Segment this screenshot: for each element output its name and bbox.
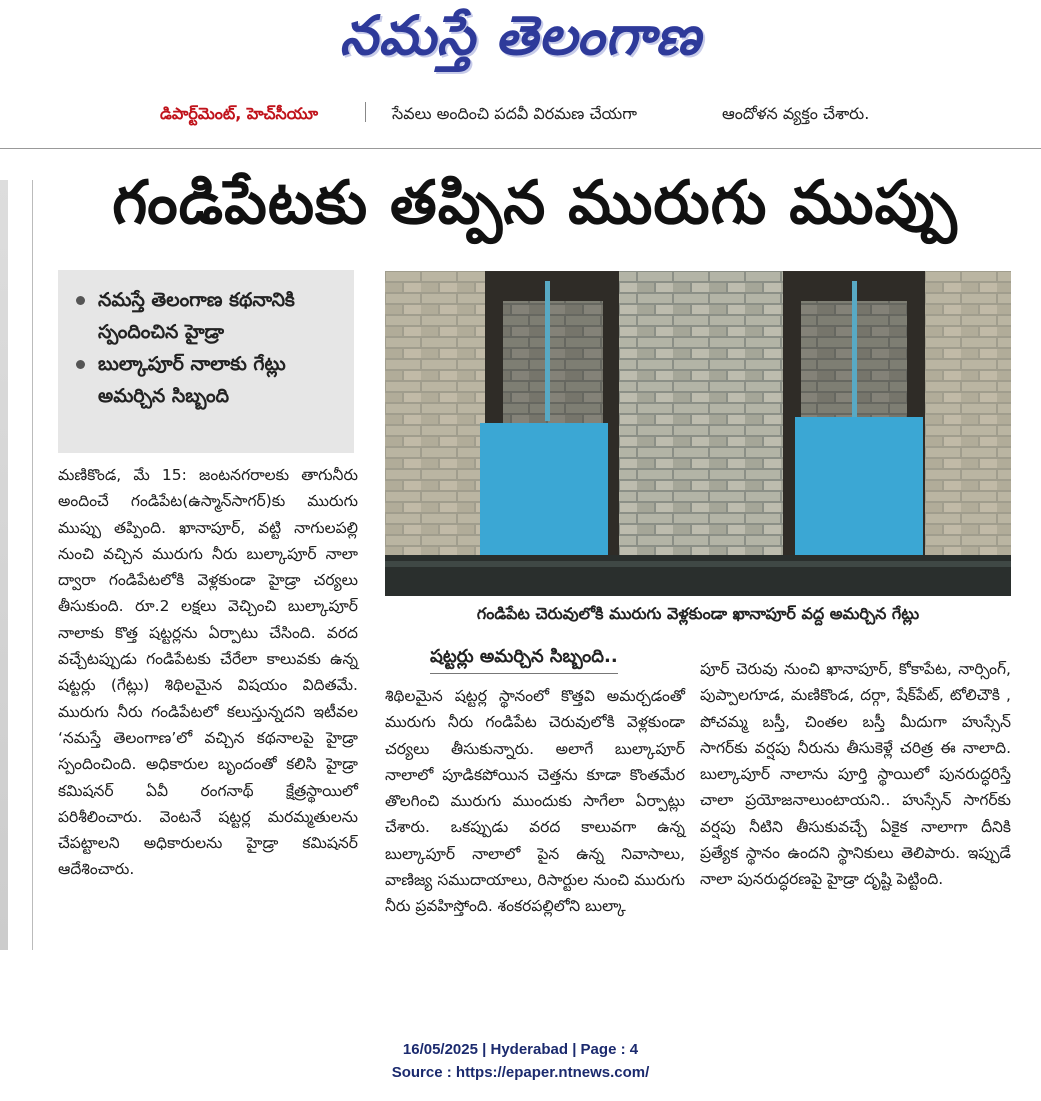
strip-right-text: ఆందోళన వ్యక్తం చేశారు. <box>722 104 870 123</box>
photo-caption: గండిపేట చెరువులోకి మురుగు వెళ్లకుండా ఖానాపూర్ వద్ద అమర్చిన గేట్లు <box>476 604 920 623</box>
summary-point: బుల్కాపూర్ నాలాకు గేట్లు అమర్చిన సిబ్బంది <box>98 348 354 412</box>
body-column-2: శిథిలమైన షట్టర్ల స్థానంలో కొత్తవి అమర్చడంతో మురుగు నీరు గండిపేట చెరువులోకి వెళ్లకుండా చర్యలు తీసుకున్నారు. అలాగే బుల్కాపూర్ నాలాలో పూడికపోయిన చెత్తను కూడా కొంతమేర తొలగించి మురుగు ముందుకు సాగేలా ఏర్పాట్లు చేశారు. ఒకప్పుడు వరద కాలువగా ఉన్న బుల్కాపూర్ నాలాలో పైన ఉన్న నివాసాలు, వాణిజ్య సముదాయాలు, రిసార్టుల నుంచి మురుగు నీరు ప్రవహిస్తోంది. శంకరపల్లిలోని బుల్కా <box>385 687 685 916</box>
summary-point: నమస్తే తెలంగాణ కథనానికి స్పందించిన హైడ్రా <box>98 284 354 348</box>
top-strip <box>0 100 1041 128</box>
sluice-gates-image <box>385 271 1011 596</box>
strip-mid-text: సేవలు అందించి పదవీ విరమణ చేయగా <box>392 104 637 123</box>
top-divider <box>0 148 1041 149</box>
footer-source-line: Source : https://epaper.ntnews.com/ <box>391 1064 650 1081</box>
article-headline: గండిపేటకు తప్పిన మురుగు ముప్పు <box>112 168 958 238</box>
sub-heading: షట్టర్లు అమర్చిన సిబ్బంది.. <box>430 646 618 674</box>
summary-box <box>58 270 354 453</box>
masthead-logo: నమస్తే తెలంగాణ <box>339 4 702 67</box>
footer-date-line: 16/05/2025 | Hyderabad | Page : 4 <box>402 1041 639 1058</box>
strip-divider <box>365 102 366 122</box>
page-footer <box>0 1038 1041 1084</box>
article-photo <box>385 271 1011 596</box>
strip-left-text: డిపార్ట్‌మెంట్, హెచ్‌సీయూ <box>160 104 319 123</box>
adjacent-article-edge <box>0 180 8 950</box>
column-divider <box>32 180 33 950</box>
body-column-1: మణికొండ, మే 15: జంటనగరాలకు తాగునీరు అందించే గండిపేట(ఉస్మాన్‌సాగర్)కు మురుగు ముప్పు తప్పింది. ఖానాపూర్, వట్టి నాగులపల్లి నుంచి వచ్చిన మురుగు నీరు బుల్కాపూర్ నాలా ద్వారా గండిపేటలోకి వెళ్లకుండా హైడ్రా చర్యలు తీసుకుంది. రూ.2 లక్షలు వెచ్చించి బుల్కాపూర్ నాలాకు కొత్త షట్టర్లను ఏర్పాటు చేసింది. వరద వచ్చేటప్పుడు గండిపేటకు చేరేలా కాలువకు ఉన్న షట్టర్లు (గేట్లు) శిథిలమైన విషయం విదితమే. మురుగు నీరు గండిపేటలో కలుస్తున్నదని ఇటీవల ‘నమస్తే తెలంగాణ’లో వచ్చిన కథనాలపై హైడ్రా స్పందించింది. అధికారుల బృందంతో కలిసి హైడ్రా కమిషనర్ ఏవీ రంగనాథ్ క్షేత్రస్థాయిలో పరిశీలించారు. వెంటనే షట్టర్ల మరమ్మతులను చేపట్టాలని అధికారులను హైడ్రా కమిషనర్ ఆదేశించారు. <box>58 466 358 879</box>
body-column-3: పూర్ చెరువు నుంచి ఖానాపూర్, కోకాపేట, నార్సింగ్, పుప్పాలగూడ, మణికొండ, దర్గా, షేక్‌పేట్, టోలిచౌకి , పోచమ్మ బస్తీ, చింతల బస్తీ మీదుగా హుస్సేన్ సాగర్‌కు వర్షపు నీరును తీసుకెళ్లే చరిత్ర ఈ నాలాది. బుల్కాపూర్ నాలాను పూర్తి స్థాయిలో పునరుద్ధరిస్తే చాలా ప్రయోజనాలుంటాయని.. హుస్సేన్ సాగర్‌కు వర్షపు నీటిని తీసుకువచ్చే ఏకైక నాలాగా దీనికి ప్రత్యేక స్థానం ఉందని స్థానికులు తెలిపారు. ఇప్పుడే నాలా పునరుద్ధరణపై హైడ్రా దృష్టి పెట్టింది. <box>700 660 1011 889</box>
